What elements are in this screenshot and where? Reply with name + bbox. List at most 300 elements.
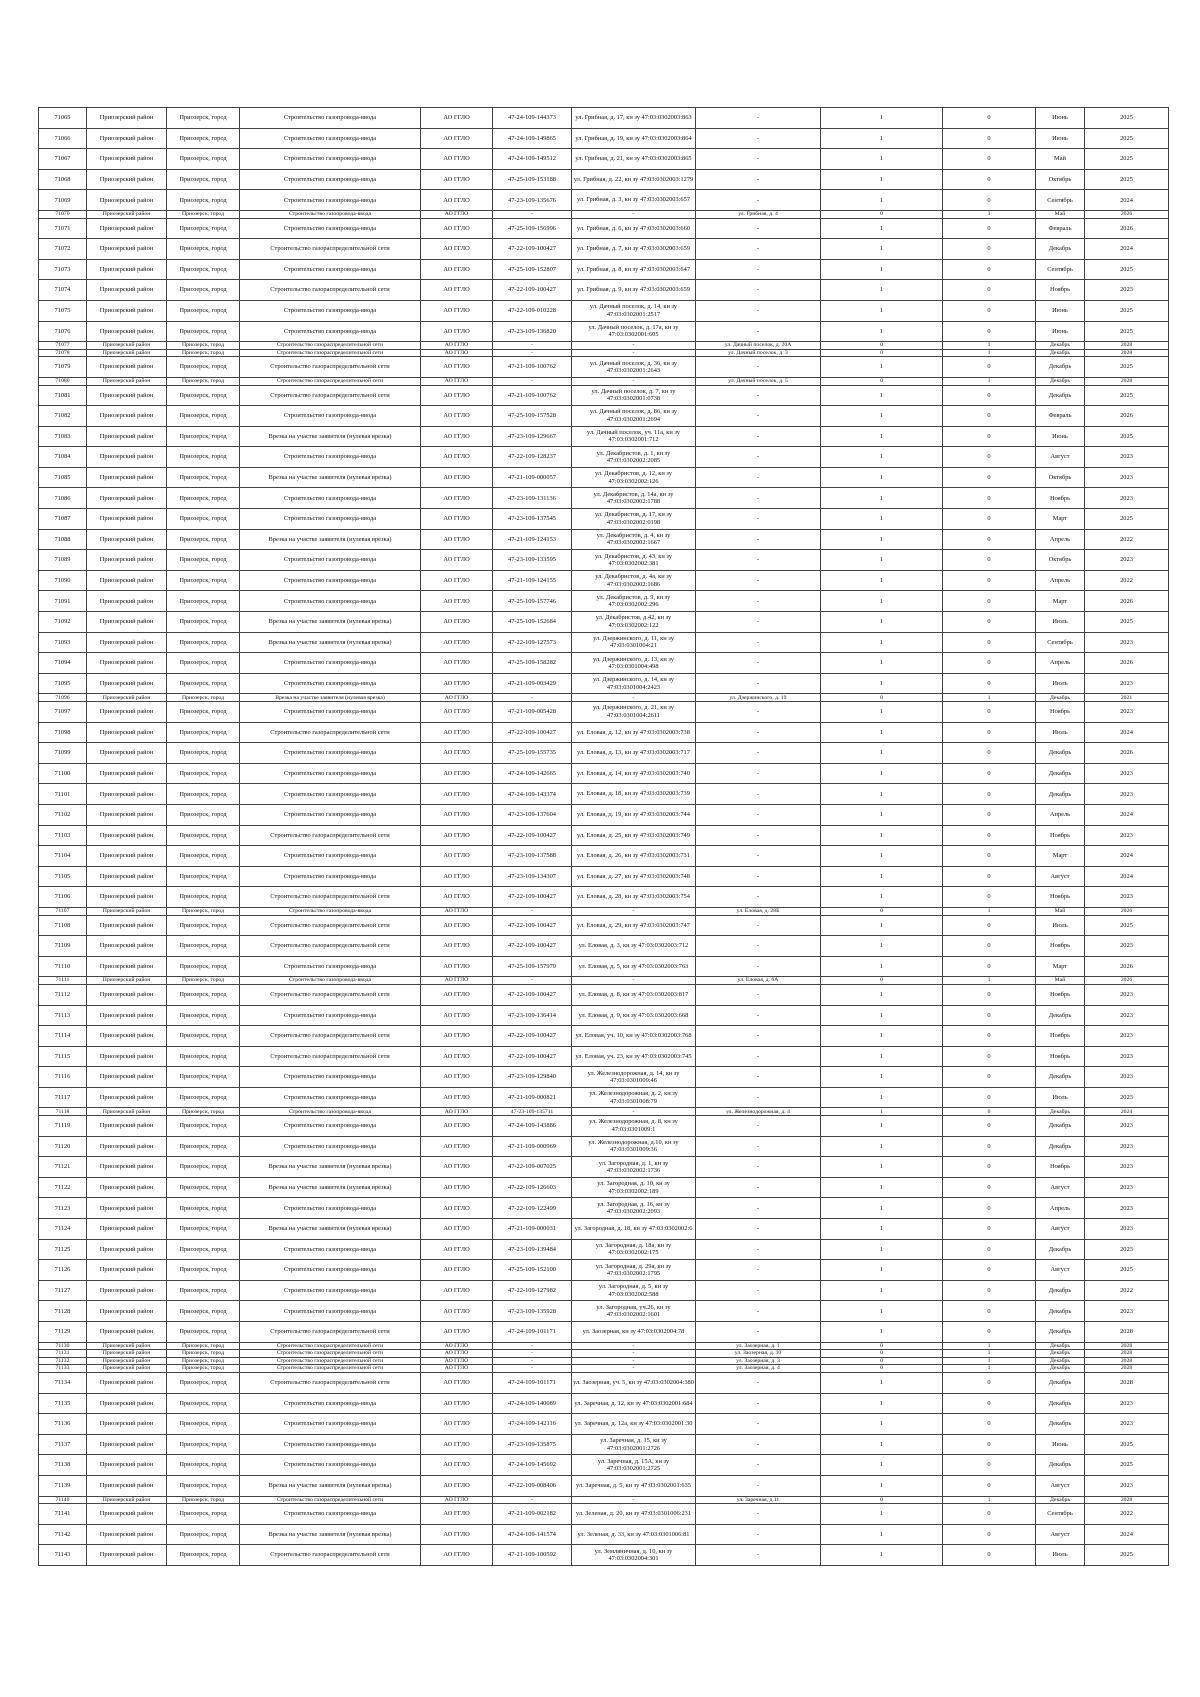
cell-organization: АО ГГЛО: [421, 259, 493, 280]
cell-count-1: 1: [821, 426, 943, 447]
cell-locality: Приозерск, город: [167, 984, 240, 1005]
cell-count-2: 0: [943, 1260, 1036, 1281]
cell-application-number: 47-22-109-100427: [493, 1026, 572, 1047]
cell-month: Март: [1036, 956, 1085, 977]
cell-year: 2025: [1085, 149, 1169, 170]
cell-organization: АО ГГЛО: [421, 612, 493, 633]
cell-count-1: 0: [821, 377, 943, 385]
cell-year: 2026: [1085, 591, 1169, 612]
cell-application-number: 47-23-109-135711: [493, 1108, 572, 1116]
cell-work-type: Строительство газопровода-ввода: [240, 169, 421, 190]
cell-locality: Приозерск, город: [167, 694, 240, 702]
cell-count-1: 0: [821, 342, 943, 350]
cell-work-type: Строительство газораспределительной сети: [240, 1372, 421, 1393]
cell-locality: Приозерск, город: [167, 1260, 240, 1281]
cell-address-cadastral: ул. Заречная, д. 12, кн зу 47:03:0302001:684: [572, 1393, 696, 1414]
cell-year: 2025: [1085, 509, 1169, 530]
cell-row-number: 71121: [39, 1157, 87, 1178]
cell-count-2: 0: [943, 239, 1036, 260]
table-row: [39, 570, 1169, 591]
cell-row-number: 71076: [39, 321, 87, 342]
cell-year: 2023: [1085, 1005, 1169, 1026]
table-row: [39, 321, 1169, 342]
cell-row-number: 71111: [39, 977, 87, 985]
cell-month: Декабрь: [1036, 1239, 1085, 1260]
cell-district: Приозерский район: [87, 1260, 167, 1281]
cell-month: Июнь: [1036, 321, 1085, 342]
cell-count-2: 0: [943, 1475, 1036, 1496]
cell-locality: Приозерск, город: [167, 1393, 240, 1414]
cell-district: Приозерский район: [87, 1157, 167, 1178]
cell-organization: АО ГГЛО: [421, 866, 493, 887]
cell-work-type: Строительство газопровода-ввода: [240, 1087, 421, 1108]
cell-month: Декабрь: [1036, 763, 1085, 784]
cell-address: -: [696, 467, 821, 488]
cell-count-2: 0: [943, 825, 1036, 846]
cell-work-type: Врезка на участке заявителя (нулевая врезка): [240, 529, 421, 550]
cell-organization: АО ГГЛО: [421, 239, 493, 260]
cell-application-number: 47-25-109-156996: [493, 218, 572, 239]
cell-count-1: 1: [821, 488, 943, 509]
cell-work-type: Строительство газопровода-ввода: [240, 259, 421, 280]
cell-organization: АО ГГЛО: [421, 1393, 493, 1414]
cell-month: Ноябрь: [1036, 488, 1085, 509]
cell-district: Приозерский район: [87, 321, 167, 342]
cell-application-number: 47-23-109-135875: [493, 1434, 572, 1455]
cell-address: -: [696, 702, 821, 723]
cell-district: Приозерский район: [87, 1475, 167, 1496]
cell-locality: Приозерск, город: [167, 1475, 240, 1496]
cell-row-number: 71131: [39, 1350, 87, 1358]
cell-row-number: 71142: [39, 1524, 87, 1545]
cell-application-number: 47-25-109-158282: [493, 653, 572, 674]
cell-application-number: 47-25-109-153188: [493, 169, 572, 190]
table-row: [39, 149, 1169, 170]
cell-application-number: 47-23-109-137588: [493, 846, 572, 867]
cell-address-cadastral: ул. Заречная, д. 5, кн зу 47:03:0302001:635: [572, 1475, 696, 1496]
cell-work-type: Строительство газопровода-ввода: [240, 1108, 421, 1116]
cell-locality: Приозерск, город: [167, 488, 240, 509]
cell-count-2: 1: [943, 1342, 1036, 1350]
cell-address: ул. Заозерная, д. 4: [696, 1365, 821, 1373]
cell-work-type: Строительство газораспределительной сети: [240, 1350, 421, 1358]
cell-district: Приозерский район: [87, 1219, 167, 1240]
cell-locality: Приозерск, город: [167, 653, 240, 674]
cell-application-number: 47-21-109-005428: [493, 702, 572, 723]
cell-address: -: [696, 357, 821, 378]
cell-work-type: Врезка на участке заявителя (нулевая врезка): [240, 467, 421, 488]
cell-address: -: [696, 591, 821, 612]
cell-district: Приозерский район: [87, 977, 167, 985]
cell-organization: АО ГГЛО: [421, 1372, 493, 1393]
table-row: [39, 1108, 1169, 1116]
table-row: [39, 784, 1169, 805]
cell-organization: АО ГГЛО: [421, 1239, 493, 1260]
cell-row-number: 71069: [39, 190, 87, 211]
cell-row-number: 71077: [39, 342, 87, 350]
cell-year: 2025: [1085, 300, 1169, 321]
cell-application-number: 47-22-109-100427: [493, 825, 572, 846]
cell-application-number: 47-21-109-124155: [493, 570, 572, 591]
cell-work-type: Врезка на участке заявителя (нулевая врезка): [240, 426, 421, 447]
cell-year: 2024: [1085, 866, 1169, 887]
cell-row-number: 71119: [39, 1116, 87, 1137]
cell-application-number: -: [493, 377, 572, 385]
cell-locality: Приозерск, город: [167, 467, 240, 488]
cell-address-cadastral: ул. Еловая, д. 13, кн зу 47:03:0302003:717: [572, 743, 696, 764]
cell-count-2: 0: [943, 1455, 1036, 1476]
cell-month: Август: [1036, 447, 1085, 468]
table-row: [39, 280, 1169, 301]
cell-year: 2023: [1085, 1046, 1169, 1067]
cell-address: -: [696, 1504, 821, 1525]
cell-address: -: [696, 763, 821, 784]
cell-organization: АО ГГЛО: [421, 190, 493, 211]
cell-address-cadastral: ул. Декабристов, д. 4, кн зу 47:03:0302002:1667: [572, 529, 696, 550]
table-row: [39, 846, 1169, 867]
table-row: [39, 1219, 1169, 1240]
cell-district: Приозерский район: [87, 743, 167, 764]
cell-year: 2026: [1085, 406, 1169, 427]
cell-organization: АО ГГЛО: [421, 887, 493, 908]
cell-address: ул. Еловая, д. 28Б: [696, 907, 821, 915]
cell-organization: АО ГГЛО: [421, 653, 493, 674]
cell-district: Приозерский район: [87, 280, 167, 301]
cell-year: 2026: [1085, 743, 1169, 764]
cell-month: Октябрь: [1036, 467, 1085, 488]
cell-organization: АО ГГЛО: [421, 1545, 493, 1566]
cell-address-cadastral: ул. Загородная, д. 18а, кн зу 47:03:0302002:175: [572, 1239, 696, 1260]
cell-work-type: Строительство газопровода-ввода: [240, 743, 421, 764]
cell-count-1: 1: [821, 1005, 943, 1026]
cell-locality: Приозерск, город: [167, 915, 240, 936]
cell-district: Приозерский район: [87, 1504, 167, 1525]
cell-year: 2023: [1085, 1136, 1169, 1157]
table-row: [39, 467, 1169, 488]
cell-application-number: 47-25-109-152684: [493, 612, 572, 633]
cell-count-2: 1: [943, 977, 1036, 985]
cell-locality: Приозерск, город: [167, 1524, 240, 1545]
cell-address-cadastral: ул. Дзержинского, д. 11, кн зу 47:03:0301004:21: [572, 632, 696, 653]
cell-address: -: [696, 488, 821, 509]
cell-year: 2022: [1085, 529, 1169, 550]
cell-organization: АО ГГЛО: [421, 149, 493, 170]
cell-work-type: Строительство газопровода-ввода: [240, 1414, 421, 1435]
cell-count-2: 0: [943, 702, 1036, 723]
cell-month: Июнь: [1036, 108, 1085, 129]
cell-application-number: 47-25-109-152100: [493, 1260, 572, 1281]
table-row: [39, 342, 1169, 350]
cell-address: -: [696, 108, 821, 129]
cell-address-cadastral: ул. Железнодорожная, д. 14, кн зу 47:03:0301009:46: [572, 1067, 696, 1088]
cell-count-2: 0: [943, 673, 1036, 694]
cell-count-1: 1: [821, 784, 943, 805]
cell-count-2: 0: [943, 1046, 1036, 1067]
cell-row-number: 71072: [39, 239, 87, 260]
cell-month: Июль: [1036, 1087, 1085, 1108]
cell-organization: АО ГГЛО: [421, 1301, 493, 1322]
cell-count-1: 1: [821, 1545, 943, 1566]
cell-locality: Приозерск, город: [167, 743, 240, 764]
cell-application-number: 47-22-109-010228: [493, 300, 572, 321]
cell-address: -: [696, 1280, 821, 1301]
cell-work-type: Строительство газопровода-ввода: [240, 210, 421, 218]
cell-year: 2023: [1085, 763, 1169, 784]
cell-work-type: Строительство газопровода-ввода: [240, 1393, 421, 1414]
cell-address-cadastral: -: [572, 1342, 696, 1350]
cell-count-2: 0: [943, 722, 1036, 743]
cell-count-1: 1: [821, 300, 943, 321]
cell-work-type: Строительство газораспределительной сети: [240, 1342, 421, 1350]
cell-address-cadastral: ул. Земляничная, д. 10, кн зу 47:03:0302004:301: [572, 1545, 696, 1566]
cell-address-cadastral: ул. Загородная, д. 10, кн зу 47:03:0302002:189: [572, 1177, 696, 1198]
cell-month: Ноябрь: [1036, 936, 1085, 957]
table-row: [39, 550, 1169, 571]
cell-district: Приозерский район: [87, 1087, 167, 1108]
table-row: [39, 406, 1169, 427]
cell-address: -: [696, 1026, 821, 1047]
cell-month: Декабрь: [1036, 1414, 1085, 1435]
cell-organization: АО ГГЛО: [421, 108, 493, 129]
cell-work-type: Строительство газораспределительной сети: [240, 1026, 421, 1047]
cell-row-number: 71136: [39, 1414, 87, 1435]
cell-locality: Приозерск, город: [167, 1087, 240, 1108]
table-row: [39, 977, 1169, 985]
cell-locality: Приозерск, город: [167, 108, 240, 129]
cell-month: Декабрь: [1036, 357, 1085, 378]
cell-address: -: [696, 612, 821, 633]
cell-month: Ноябрь: [1036, 1046, 1085, 1067]
cell-address: -: [696, 1475, 821, 1496]
cell-address-cadastral: ул. Дзержинского, д. 14, кн зу 47:03:0301004:2423: [572, 673, 696, 694]
cell-work-type: Строительство газопровода-ввода: [240, 149, 421, 170]
cell-address-cadastral: ул. Зеленая, д. 20, кн зу 47:03:0301006:231: [572, 1504, 696, 1525]
cell-row-number: 71120: [39, 1136, 87, 1157]
cell-application-number: 47-22-109-100427: [493, 280, 572, 301]
cell-address: -: [696, 280, 821, 301]
cell-address: -: [696, 804, 821, 825]
cell-application-number: 47-24-109-143374: [493, 784, 572, 805]
cell-address: ул. Заозерная, д. 1: [696, 1342, 821, 1350]
cell-district: Приозерский район: [87, 239, 167, 260]
cell-month: Октябрь: [1036, 550, 1085, 571]
cell-organization: АО ГГЛО: [421, 128, 493, 149]
cell-row-number: 71097: [39, 702, 87, 723]
cell-address-cadastral: ул. Загородная, д. 18, кн зу 47:03:0302002:6: [572, 1219, 696, 1240]
cell-row-number: 71099: [39, 743, 87, 764]
cell-district: Приозерский район: [87, 1414, 167, 1435]
cell-month: Март: [1036, 591, 1085, 612]
cell-count-2: 0: [943, 1116, 1036, 1137]
cell-organization: АО ГГЛО: [421, 915, 493, 936]
cell-organization: АО ГГЛО: [421, 426, 493, 447]
cell-address: ул. Дачный поселок, д. 5: [696, 377, 821, 385]
cell-address: -: [696, 1116, 821, 1137]
cell-count-1: 1: [821, 149, 943, 170]
cell-application-number: 47-22-109-100427: [493, 915, 572, 936]
cell-organization: АО ГГЛО: [421, 763, 493, 784]
cell-application-number: 47-23-109-136414: [493, 1005, 572, 1026]
cell-month: Сентябрь: [1036, 190, 1085, 211]
table-row: [39, 1365, 1169, 1373]
cell-organization: АО ГГЛО: [421, 218, 493, 239]
cell-district: Приозерский район: [87, 357, 167, 378]
cell-count-2: 0: [943, 357, 1036, 378]
cell-address: -: [696, 1455, 821, 1476]
cell-work-type: Строительство газопровода-ввода: [240, 108, 421, 129]
cell-count-1: 1: [821, 1177, 943, 1198]
cell-address-cadastral: ул. Еловая, д. 5, кн зу 47:03:0302003:763: [572, 956, 696, 977]
cell-address: -: [696, 447, 821, 468]
cell-month: Декабрь: [1036, 1365, 1085, 1373]
cell-count-1: 1: [821, 550, 943, 571]
cell-month: Август: [1036, 1219, 1085, 1240]
cell-address-cadastral: ул. Декабристов, д. 43, кн зу 47:03:0302002:381: [572, 550, 696, 571]
cell-district: Приозерский район: [87, 1136, 167, 1157]
table-row: [39, 653, 1169, 674]
cell-address-cadastral: ул. Еловая, уч. 23, кн зу 47:03:0302003:745: [572, 1046, 696, 1067]
cell-year: 2023: [1085, 1198, 1169, 1219]
cell-organization: АО ГГЛО: [421, 702, 493, 723]
cell-count-1: 1: [821, 722, 943, 743]
cell-row-number: 71115: [39, 1046, 87, 1067]
cell-month: Декабрь: [1036, 377, 1085, 385]
cell-district: Приозерский район: [87, 1455, 167, 1476]
cell-month: Июнь: [1036, 300, 1085, 321]
cell-count-2: 1: [943, 1496, 1036, 1504]
cell-row-number: 71067: [39, 149, 87, 170]
cell-district: Приозерский район: [87, 169, 167, 190]
cell-row-number: 71103: [39, 825, 87, 846]
cell-work-type: Строительство газораспределительной сети: [240, 357, 421, 378]
cell-district: Приозерский район: [87, 1545, 167, 1566]
cell-address-cadastral: ул. Декабристов, д. 12, кн зу 47:03:0302002:126: [572, 467, 696, 488]
cell-count-2: 0: [943, 190, 1036, 211]
cell-address-cadastral: ул. Еловая, уч. 10, кн зу 47:03:0302003:768: [572, 1026, 696, 1047]
cell-count-2: 0: [943, 984, 1036, 1005]
cell-district: Приозерский район: [87, 377, 167, 385]
cell-district: Приозерский район: [87, 342, 167, 350]
cell-organization: АО ГГЛО: [421, 1350, 493, 1358]
cell-address-cadastral: ул. Еловая, д. 29, кн зу 47:03:0302003:747: [572, 915, 696, 936]
cell-organization: АО ГГЛО: [421, 1280, 493, 1301]
cell-address-cadastral: ул. Еловая, д. 25, кн зу 47:03:0302003:749: [572, 825, 696, 846]
cell-organization: АО ГГЛО: [421, 509, 493, 530]
cell-row-number: 71113: [39, 1005, 87, 1026]
cell-month: Апрель: [1036, 529, 1085, 550]
cell-year: 2023: [1085, 1026, 1169, 1047]
cell-address: -: [696, 1545, 821, 1566]
cell-address: -: [696, 128, 821, 149]
cell-year: 2025: [1085, 612, 1169, 633]
cell-application-number: 47-24-109-142665: [493, 763, 572, 784]
cell-year: 2023: [1085, 984, 1169, 1005]
cell-district: Приозерский район: [87, 984, 167, 1005]
cell-organization: АО ГГЛО: [421, 1260, 493, 1281]
cell-organization: АО ГГЛО: [421, 1365, 493, 1373]
cell-work-type: Строительство газопровода-ввода: [240, 956, 421, 977]
cell-count-2: 0: [943, 1322, 1036, 1343]
cell-locality: Приозерск, город: [167, 1177, 240, 1198]
cell-district: Приозерский район: [87, 887, 167, 908]
cell-address-cadastral: ул. Дачный поселок, уч. 11а, кн зу 47:03:0302001:712: [572, 426, 696, 447]
cell-count-2: 0: [943, 1280, 1036, 1301]
cell-address: -: [696, 149, 821, 170]
cell-count-2: 1: [943, 342, 1036, 350]
cell-address: -: [696, 1198, 821, 1219]
cell-count-2: 0: [943, 509, 1036, 530]
cell-count-2: 0: [943, 1301, 1036, 1322]
cell-address: -: [696, 1301, 821, 1322]
cell-work-type: Строительство газопровода-ввода: [240, 653, 421, 674]
cell-count-1: 1: [821, 956, 943, 977]
table-row: [39, 763, 1169, 784]
cell-month: Март: [1036, 509, 1085, 530]
cell-count-1: 1: [821, 1136, 943, 1157]
cell-count-1: 1: [821, 1322, 943, 1343]
cell-count-2: 0: [943, 591, 1036, 612]
cell-work-type: Строительство газораспределительной сети: [240, 377, 421, 385]
cell-application-number: 47-23-109-131136: [493, 488, 572, 509]
cell-month: Май: [1036, 977, 1085, 985]
cell-address-cadastral: ул. Декабристов, д.42, кн зу 47:03:0302002:122: [572, 612, 696, 633]
cell-count-1: 1: [821, 1026, 943, 1047]
cell-work-type: Строительство газопровода-ввода: [240, 1198, 421, 1219]
cell-address-cadastral: ул. Декабристов, д. 9, кн зу 47:03:0302002:296: [572, 591, 696, 612]
table-row: [39, 632, 1169, 653]
cell-address: -: [696, 259, 821, 280]
cell-locality: Приозерск, город: [167, 1239, 240, 1260]
table-row: [39, 1177, 1169, 1198]
cell-application-number: -: [493, 342, 572, 350]
cell-row-number: 71110: [39, 956, 87, 977]
cell-locality: Приозерск, город: [167, 1545, 240, 1566]
cell-month: Декабрь: [1036, 743, 1085, 764]
cell-application-number: -: [493, 1365, 572, 1373]
cell-year: 2028: [1085, 1496, 1169, 1504]
cell-district: Приозерский район: [87, 1372, 167, 1393]
cell-locality: Приозерск, город: [167, 169, 240, 190]
cell-month: Июль: [1036, 612, 1085, 633]
cell-count-2: 0: [943, 259, 1036, 280]
cell-count-1: 1: [821, 1301, 943, 1322]
cell-year: 2025: [1085, 357, 1169, 378]
cell-count-2: 0: [943, 763, 1036, 784]
cell-address-cadastral: ул. Дзержинского, д. 21, кн зу 47:03:0301004:2611: [572, 702, 696, 723]
cell-address: -: [696, 1322, 821, 1343]
cell-work-type: Врезка на участке заявителя (нулевая врезка): [240, 1219, 421, 1240]
cell-address-cadastral: ул. Еловая, д. 19, кн зу 47:03:0302003:744: [572, 804, 696, 825]
cell-locality: Приозерск, город: [167, 1026, 240, 1047]
cell-month: Декабрь: [1036, 1116, 1085, 1137]
cell-organization: АО ГГЛО: [421, 722, 493, 743]
cell-year: 2028: [1085, 1357, 1169, 1365]
cell-count-1: 1: [821, 1372, 943, 1393]
cell-district: Приозерский район: [87, 406, 167, 427]
cell-row-number: 71089: [39, 550, 87, 571]
table-row: [39, 907, 1169, 915]
cell-work-type: Строительство газораспределительной сети: [240, 1496, 421, 1504]
cell-count-1: 1: [821, 570, 943, 591]
cell-row-number: 71094: [39, 653, 87, 674]
table-row: [39, 743, 1169, 764]
cell-work-type: Строительство газораспределительной сети: [240, 385, 421, 406]
cell-locality: Приозерск, город: [167, 210, 240, 218]
cell-count-2: 1: [943, 1350, 1036, 1358]
cell-count-2: 0: [943, 1026, 1036, 1047]
cell-month: Декабрь: [1036, 342, 1085, 350]
cell-organization: АО ГГЛО: [421, 804, 493, 825]
